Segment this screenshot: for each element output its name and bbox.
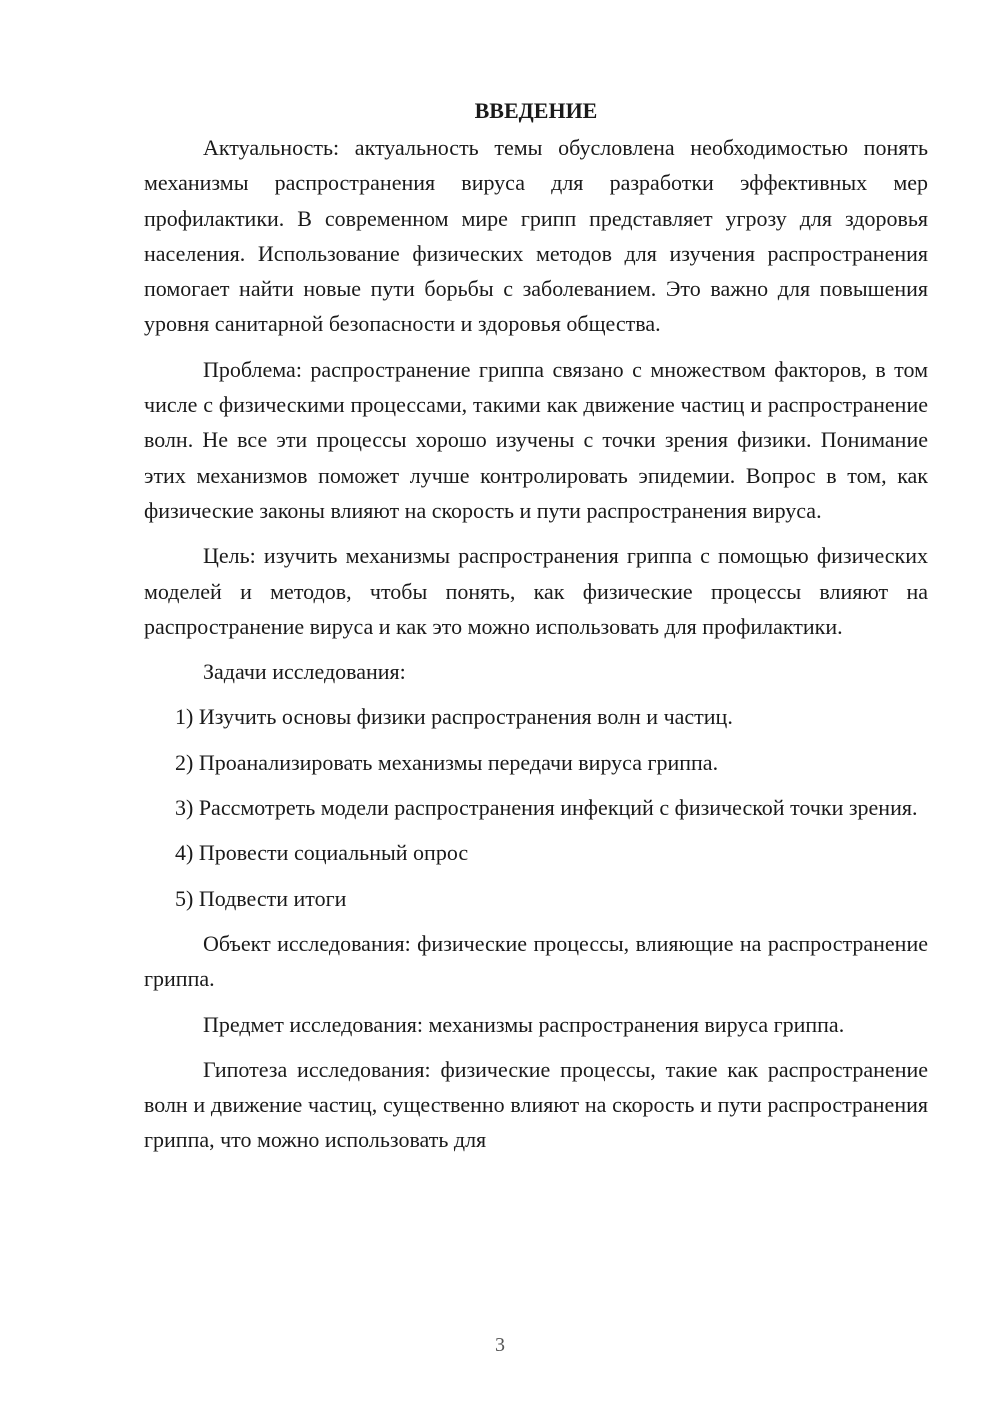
paragraph-tasks-heading: Задачи исследования: — [203, 659, 406, 685]
paragraph-problem: Проблема: распространение гриппа связано с множеством факторов, в том числе с физическими процессами, такими как движение частиц и распространение волн. Не все эти процессы хорошо изучены с точки зрения физики. Понимание этих механизмов поможет лучше контролировать эпидемии. Вопрос в том, как физические законы влияют на скорость и пути распространения вируса. — [144, 356, 928, 523]
task-item: 1) Изучить основы физики распространения волн и частиц. — [175, 704, 733, 730]
task-item: 5) Подвести итоги — [175, 885, 347, 911]
document-page — [144, 96, 928, 1158]
page-number: 3 — [495, 1334, 505, 1356]
page-title: ВВЕДЕНИЕ — [474, 98, 598, 123]
task-item: 3) Рассмотреть модели распространения инфекций с физической точки зрения. — [175, 795, 918, 821]
paragraph-object: Объект исследования: физические процессы, влияющие на распространение гриппа. — [144, 930, 928, 992]
paragraph-hypothesis: Гипотеза исследования: физические процессы, такие как распространение волн и движение частиц, существенно влияют на скорость и пути распространения гриппа, что можно использовать для — [144, 1056, 928, 1153]
paragraph-relevance: Актуальность: актуальность темы обусловлена необходимостью понять механизмы распространения вируса для разработки эффективных мер профилактики. В современном мире грипп представляет угрозу для здоровья населения. Использование физических методов для изучения распространения помогает найти новые пути борьбы с заболеванием. Это важно для повышения уровня санитарной безопасности и здоровья общества. — [144, 135, 928, 337]
task-item: 4) Провести социальный опрос — [175, 840, 469, 866]
paragraph-subject: Предмет исследования: механизмы распространения вируса гриппа. — [203, 1011, 845, 1037]
task-item: 2) Проанализировать механизмы передачи вируса гриппа. — [175, 749, 719, 775]
paragraph-goal: Цель: изучить механизмы распространения гриппа с помощью физических моделей и методов, чтобы понять, как физические процессы влияют на распространение вируса и как это можно использовать для профилактики. — [144, 543, 928, 639]
